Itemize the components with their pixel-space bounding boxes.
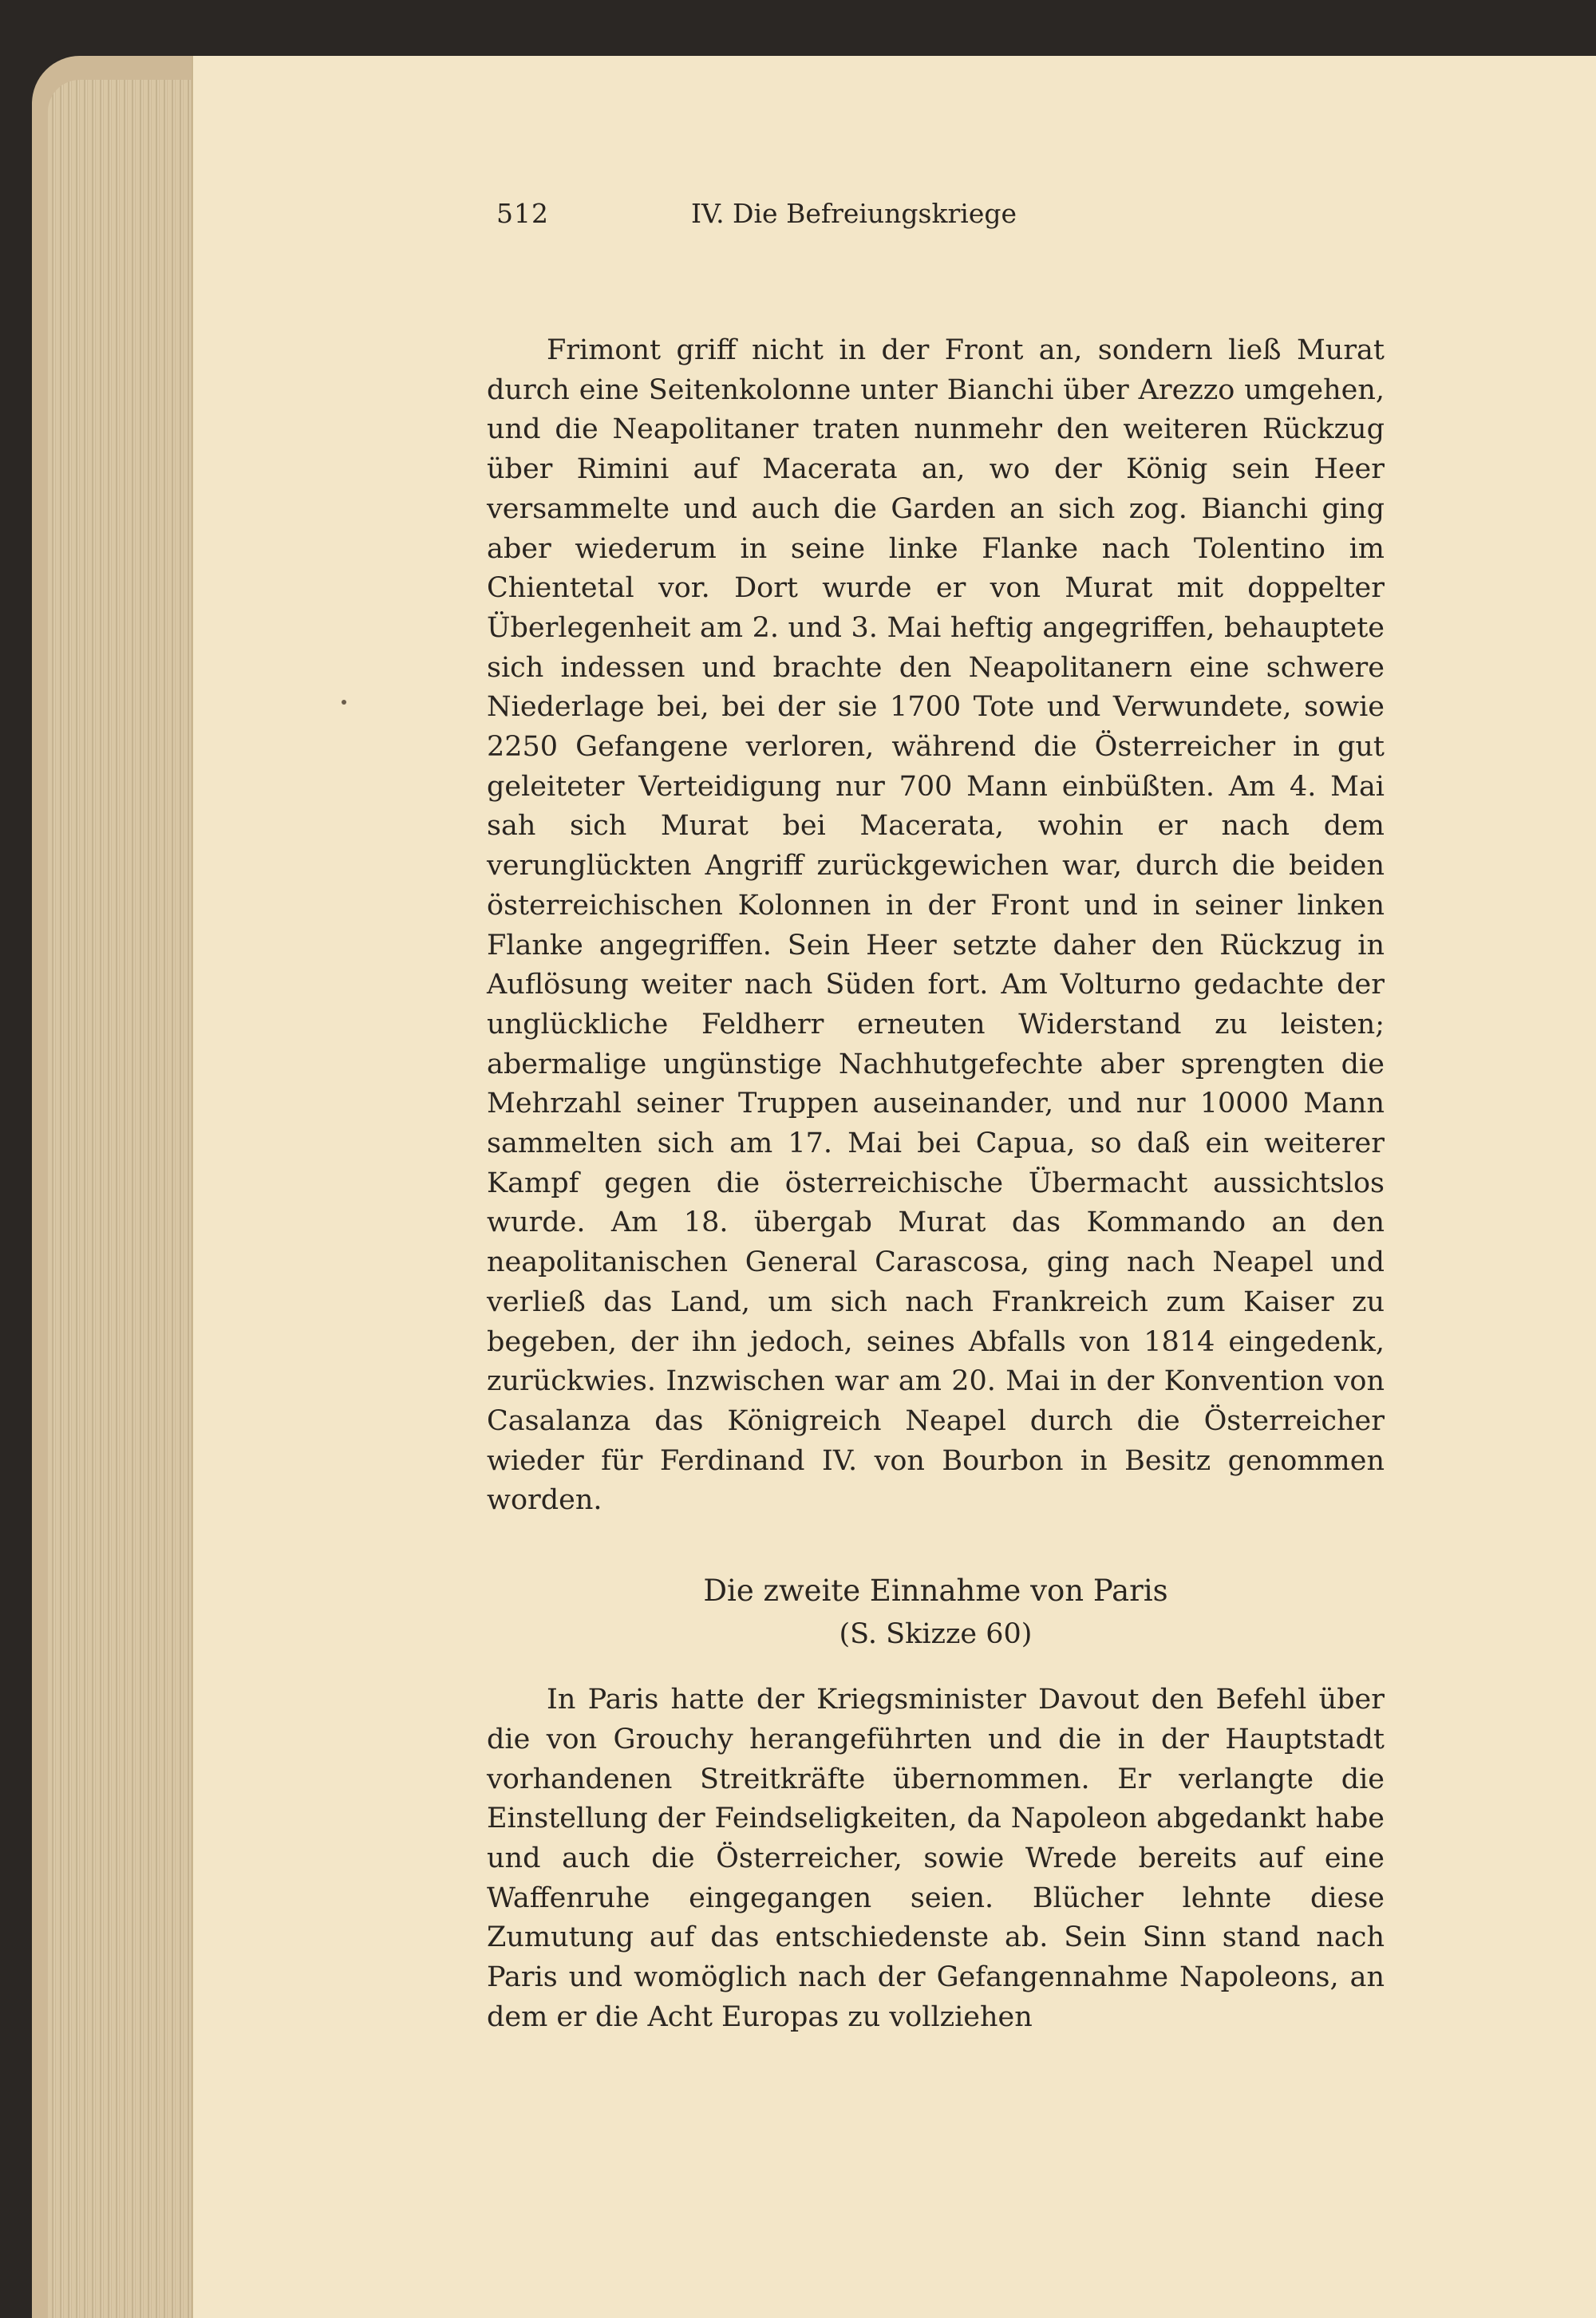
- section-subheading: (S. Skizze 60): [839, 1618, 1033, 1651]
- ink-speck: [342, 700, 346, 705]
- page-edges: [48, 80, 207, 2318]
- page-header: [303, 198, 1404, 246]
- page-content: [487, 331, 1385, 2037]
- page-number: 512: [496, 198, 549, 229]
- section-heading: Die zweite Einnahme von Paris: [703, 1574, 1168, 1609]
- running-head: IV. Die Befreiungskriege: [690, 198, 1017, 229]
- paragraph: In Paris hatte der Kriegsminister Davout den Befehl über die von Grouchy herangeführten und die in der Hauptstadt vorhandenen Streitkräfte übernommen. Er verlangte die Einstellung der Feindseligkeiten, da Napoleon abgedankt habe und auch die Österreicher, sowie Wrede bereits auf eine Waffenruhe eingegangen seien. Blücher lehnte diese Zumutung auf das entschiedenste ab. Sein Sinn stand nach Paris und womöglich nach der Gefangennahme Napoleons, an dem er die Acht Europas zu vollziehen: [487, 1684, 1385, 2033]
- paragraph: Frimont griff nicht in der Front an, sondern ließ Murat durch eine Seitenkolonne unter Bianchi über Arezzo umgehen, und die Neapolitaner traten nunmehr den weiteren Rückzug über Rimini auf Macerata an, wo der König sein Heer versammelte und auch die Garden an sich zog. Bianchi ging aber wiederum in seine linke Flanke nach Tolentino im Chientetal vor. Dort wurde er von Murat mit doppelter Überlegenheit am 2. und 3. Mai heftig angegriffen, behauptete sich indessen und brachte den Neapolitanern eine schwere Niederlage bei, bei der sie 1700 Tote und Verwundete, sowie 2250 Gefangene verloren, während die Österreicher in gut geleiteter Verteidigung nur 700 Mann einbüßten. Am 4. Mai sah sich Murat bei Macerata, wohin er nach dem verunglückten Angriff zurückgewichen war, durch die beiden österreichischen Kolonnen in der Front und in seiner linken Flanke angegriffen. Sein Heer setzte daher den Rückzug in Auflösung weiter nach Süden fort. Am Volturno gedachte der unglückliche Feldherr erneuten Widerstand zu leisten; abermalige ungünstige Nachhutgefechte aber sprengten die Mehrzahl seiner Truppen auseinander, und nur 10000 Mann sammelten sich am 17. Mai bei Capua, so daß ein weiterer Kampf gegen die österreichische Übermacht aussichtslos wurde. Am 18. übergab Murat das Kommando an den neapolitanischen General Carascosa, ging nach Neapel und verließ das Land, um sich nach Frankreich zum Kaiser zu begeben, der ihn jedoch, seines Abfalls von 1814 eingedenk, zurückwies. Inzwischen war am 20. Mai in der Konvention von Casalanza das Königreich Neapel durch die Österreicher wieder für Ferdinand IV. von Bourbon in Besitz genommen worden.: [487, 334, 1385, 1517]
